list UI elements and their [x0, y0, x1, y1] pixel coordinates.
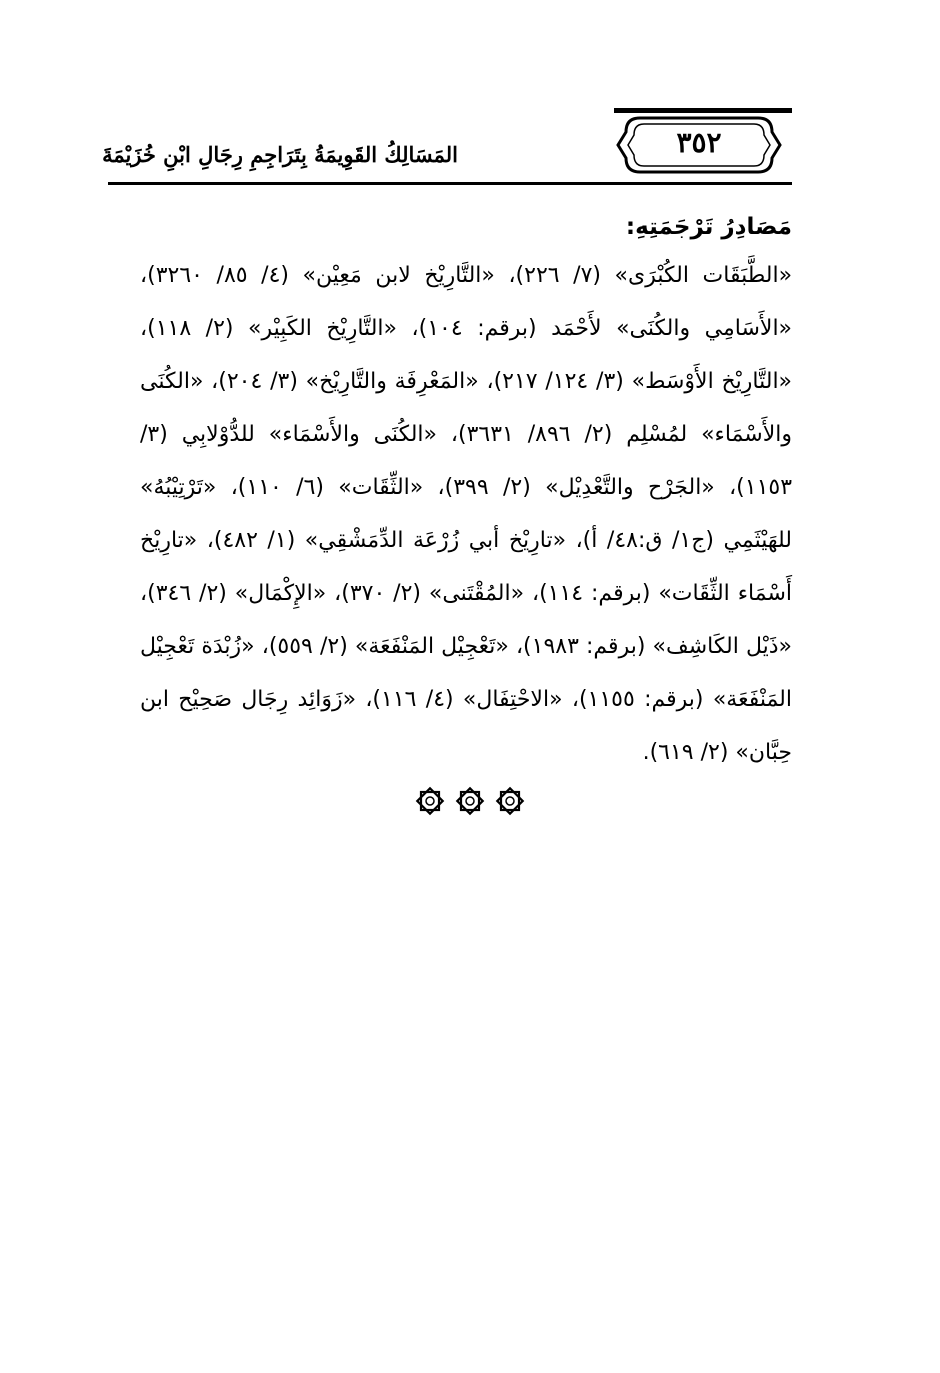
star-ornament-icon: [415, 786, 445, 816]
page-number-badge: [614, 108, 792, 182]
sources-text: «الطَّبَقَات الكُبْرَى» (٧/ ٢٢٦)، «التَّارِيْخ لابن مَعِيْن» (٤/ ٨٥/ ٣٢٦٠)، «الأَسَامِي والكُنَى» لأَحْمَد (برقم: ١٠٤)، «التَّارِيْخ الكَبِيْر» (٢/ ١١٨)، «التَّارِيْخ الأَوْسَط» (٣/ ١٢٤/ ٢١٧)، «المَعْرِفَة والتَّارِيْخ» (٣/ ٢٠٤)، «الكُنَى والأَسْمَاء» لمُسْلِم (٢/ ٨٩٦/ ٣٦٣١)، «الكُنَى والأَسْمَاء» للدُّوْلابِي (٣/ ١١٥٣)، «الجَرْح والتَّعْدِيْل» (٢/ ٣٩٩)، «الثِّقَات» (٦/ ١١٠)، «تَرْتِيْبُهُ» للهَيْثَمِي (ج١/ ق:٤٨/ أ)، «تارِيْخ أبي زُرْعَة الدِّمَشْقِي» (١/ ٤٨٢)، «تارِيْخ أَسْمَاء الثِّقَات» (برقم: ١١٤)، «المُقْتَنى» (٢/ ٣٧٠)، «الإِكْمَال» (٢/ ٣٤٦)، «ذَيْل الكَاشِف» (برقم: ١٩٨٣)، «تَعْجِيْل المَنْفَعَة» (٢/ ٥٥٩)، «زُبْدَة تَعْجِيْل المَنْفَعَة» (برقم: ١١٥٥)، «الاحْتِفَال» (٤/ ١١٦)، «زَوَائِد رِجَال صَحِيْح ابن حِبَّان» (٢/ ٦١٩).: [140, 263, 793, 765]
page-content: [140, 205, 792, 779]
section-divider: [415, 783, 525, 819]
sources-heading: مَصَادِرُ تَرْجَمَتِهِ:: [625, 214, 792, 240]
page-header: [102, 108, 792, 188]
book-title: المَسَالِكُ القَوِيمَةُ بِتَرَاجِمِ رِجَالِ ابْنِ خُزَيْمَةَ: [102, 142, 458, 167]
page-number: ٣٥٢: [676, 126, 722, 159]
star-ornament-icon: [455, 786, 485, 816]
star-ornament-icon: [495, 786, 525, 816]
header-rule: [108, 182, 792, 185]
